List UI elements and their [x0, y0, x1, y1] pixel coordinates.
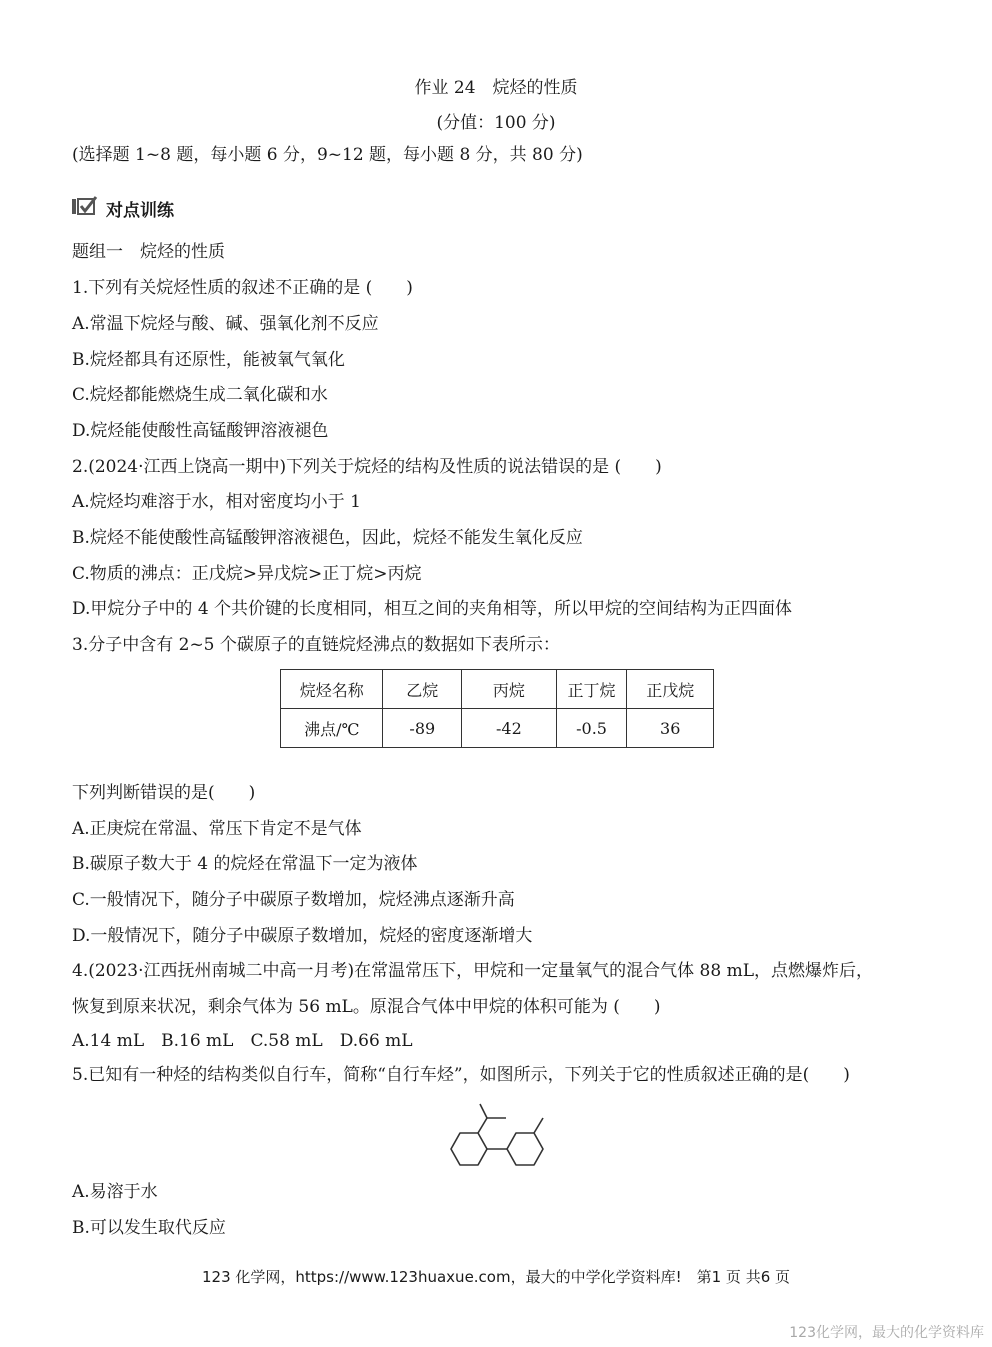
watermark: 123化学网，最大的化学资料库 — [789, 1325, 984, 1341]
bicycle-hydrocarbon-structure — [440, 1098, 552, 1170]
table-cell: -89 — [383, 709, 462, 748]
q3-prompt: 下列判断错误的是( ) — [72, 783, 256, 803]
boiling-point-table — [280, 669, 714, 748]
table-cell: -0.5 — [556, 709, 627, 748]
q3-option-d: D.一般情况下，随分子中碳原子数增加，烷烃的密度逐渐增大 — [72, 926, 533, 946]
q2-option-a: A.烷烃均难溶于水，相对密度均小于 1 — [72, 492, 361, 512]
table-cell: 沸点/℃ — [281, 709, 383, 748]
q3-option-a: A.正庚烷在常温、常压下肯定不是气体 — [72, 819, 362, 839]
table-cell: 烷烃名称 — [281, 670, 383, 709]
table-header-row — [281, 670, 714, 709]
q4-options: A.14 mL B.16 mL C.58 mL D.66 mL — [72, 1031, 413, 1051]
q1-option-c: C.烷烃都能燃烧生成二氧化碳和水 — [72, 385, 328, 405]
q1-option-d: D.烷烃能使酸性高锰酸钾溶液褪色 — [72, 421, 329, 441]
table-row — [281, 709, 714, 748]
section-heading-label: 对点训练 — [106, 200, 174, 221]
checkbox-check-icon — [72, 196, 98, 221]
q3-stem: 3.分子中含有 2~5 个碳原子的直链烷烃沸点的数据如下表所示： — [72, 635, 560, 655]
table-cell: -42 — [462, 709, 557, 748]
q5-option-a: A.易溶于水 — [72, 1182, 158, 1202]
q1-option-a: A.常温下烷烃与酸、碱、强氧化剂不反应 — [72, 314, 379, 334]
q3-option-c: C.一般情况下，随分子中碳原子数增加，烷烃沸点逐渐升高 — [72, 890, 515, 910]
q2-option-d: D.甲烷分子中的 4 个共价键的长度相同，相互之间的夹角相等，所以甲烷的空间结构为正四面体 — [72, 599, 793, 619]
table-cell: 丙烷 — [462, 670, 557, 709]
table-cell: 正戊烷 — [627, 670, 714, 709]
page-title: 作业 24 烷烃的性质 — [414, 78, 578, 98]
q3-option-b: B.碳原子数大于 4 的烷烃在常温下一定为液体 — [72, 854, 418, 874]
q5-stem: 5.已知有一种烃的结构类似自行车，简称“自行车烃”，如图所示，下列关于它的性质叙述正确的是( ) — [72, 1065, 850, 1085]
q4-stem-line2: 恢复到原来状况，剩余气体为 56 mL。原混合气体中甲烷的体积可能为 ( ) — [72, 997, 661, 1017]
q1-stem: 1.下列有关烷烃性质的叙述不正确的是 ( ) — [72, 278, 413, 298]
q1-option-b: B.烷烃都具有还原性，能被氧气氧化 — [72, 350, 345, 370]
table-cell: 36 — [627, 709, 714, 748]
score-note: (分值：100 分) — [436, 113, 556, 133]
q2-stem: 2.(2024·江西上饶高一期中)下列关于烷烃的结构及性质的说法错误的是 ( ) — [72, 457, 662, 477]
table-cell: 乙烷 — [383, 670, 462, 709]
instructions: (选择题 1~8 题，每小题 6 分，9~12 题，每小题 8 分，共 80 分) — [72, 145, 583, 165]
q2-option-b: B.烷烃不能使酸性高锰酸钾溶液褪色，因此，烷烃不能发生氧化反应 — [72, 528, 583, 548]
page-footer: 123 化学网，https://www.123huaxue.com，最大的中学化学资料库! 第1 页 共6 页 — [201, 1268, 791, 1286]
group-title: 题组一 烷烃的性质 — [72, 242, 225, 262]
q5-option-b: B.可以发生取代反应 — [72, 1218, 226, 1238]
q4-stem-line1: 4.(2023·江西抚州南城二中高一月考)在常温常压下，甲烷和一定量氧气的混合气体 88 mL，点燃爆炸后， — [72, 961, 873, 981]
q2-option-c: C.物质的沸点：正戊烷>异戊烷>正丁烷>丙烷 — [72, 564, 422, 584]
table-cell: 正丁烷 — [556, 670, 627, 709]
section-heading — [72, 197, 174, 219]
